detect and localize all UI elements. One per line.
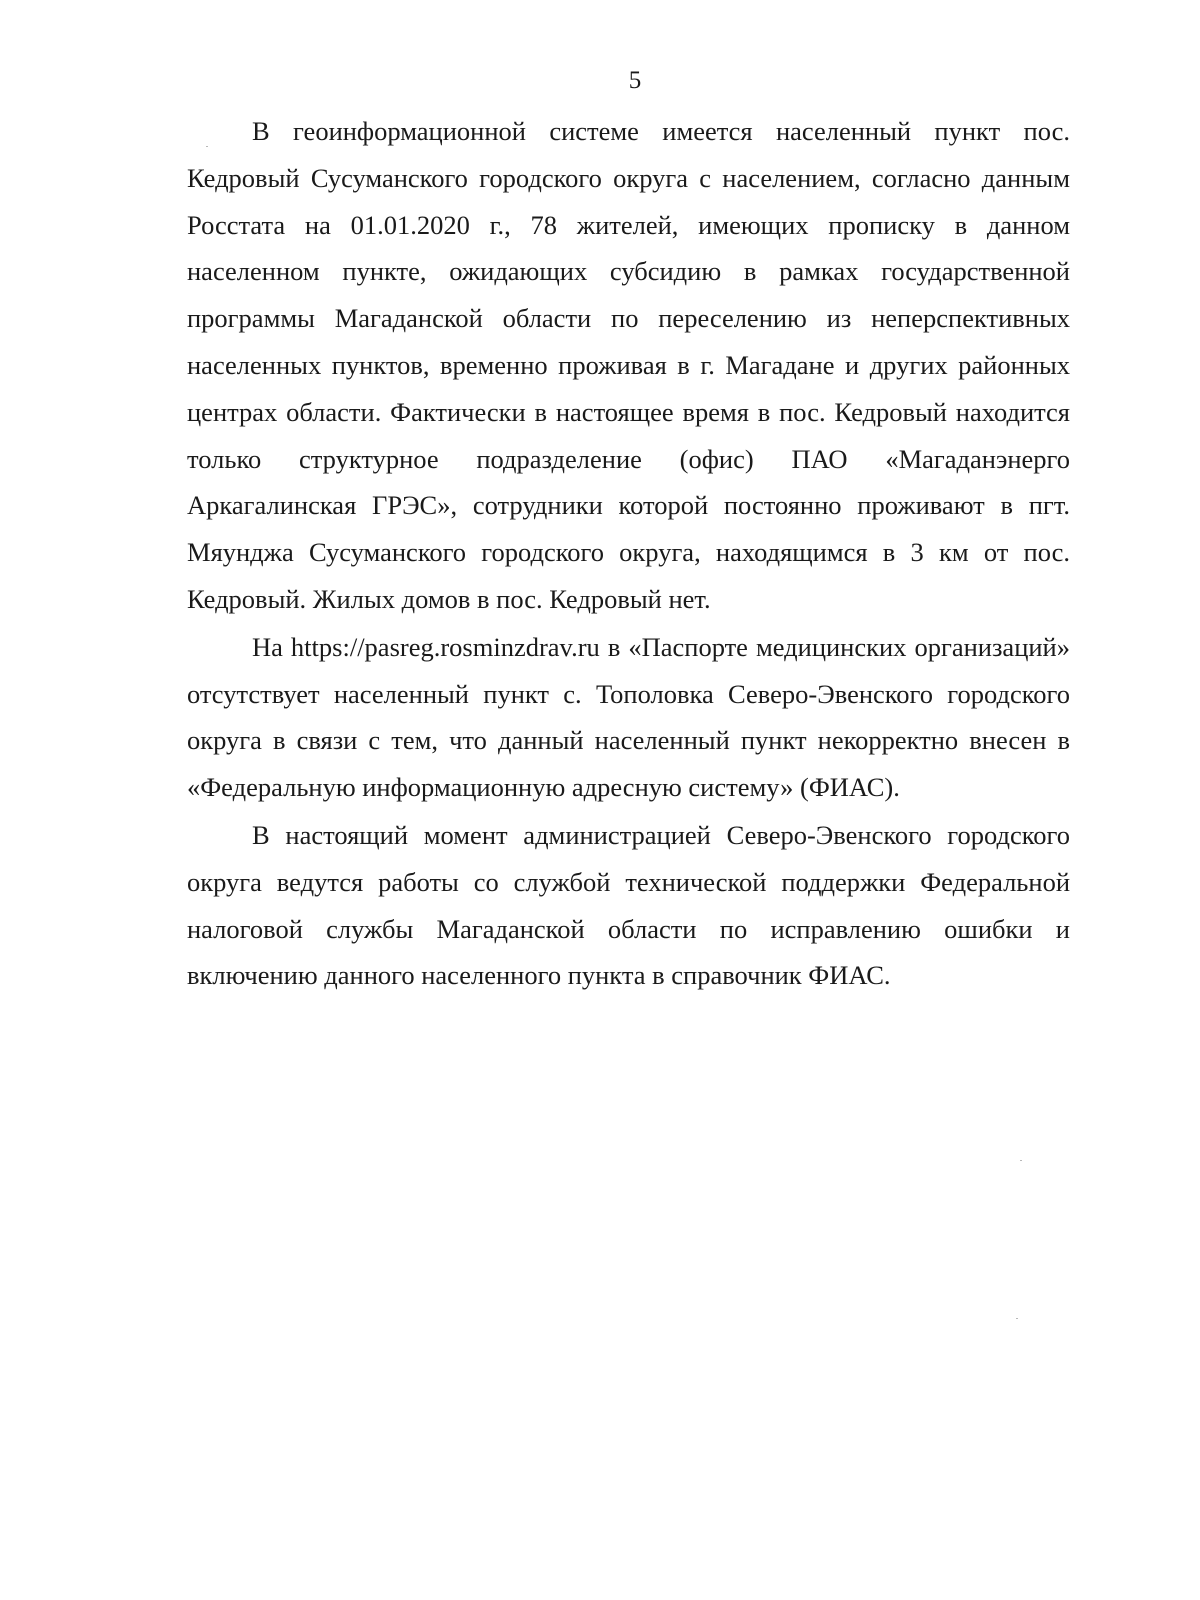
paragraph-fias-correction: В настоящий момент администрацией Северо-Эвенского городского округа ведутся работы со службой технической поддержки Федеральной налоговой службы Магаданской области по исправлению ошибки и включению данного населенного пункта в справочник ФИАС. <box>187 819 1070 991</box>
scan-speck <box>206 146 208 147</box>
scan-speck <box>1016 1318 1018 1319</box>
document-body <box>187 108 1070 1000</box>
page-number: 5 <box>628 67 642 94</box>
scan-speck <box>1020 1160 1022 1161</box>
paragraph-topolovka: На https://pasreg.rosminzdrav.ru в «Паспорте медицинских организаций» отсутствует населенный пункт с. Тополовка Северо-Эвенского городского округа в связи с тем, что данный населенный пункт некорректно внесен в «Федеральную информационную адресную систему» (ФИАС). <box>187 631 1070 803</box>
paragraph-kedrovy: В геоинформационной системе имеется населенный пункт пос. Кедровый Сусуманского городского округа с населением, согласно данным Росстата на 01.01.2020 г., 78 жителей, имеющих прописку в данном населенном пункте, ожидающих субсидию в рамках государственной программы Магаданской области по переселению из неперспективных населенных пунктов, временно проживая в г. Магадане и других районных центрах области. Фактически в настоящее время в пос. Кедровый находится только структурное подразделение (офис) ПАО «Магаданэнерго Аркагалинская ГРЭС», сотрудники которой постоянно проживают в пгт. Мяунджа Сусуманского городского округа, находящимся в 3 км от пос. Кедровый. Жилых домов в пос. Кедровый нет. <box>187 116 1070 614</box>
